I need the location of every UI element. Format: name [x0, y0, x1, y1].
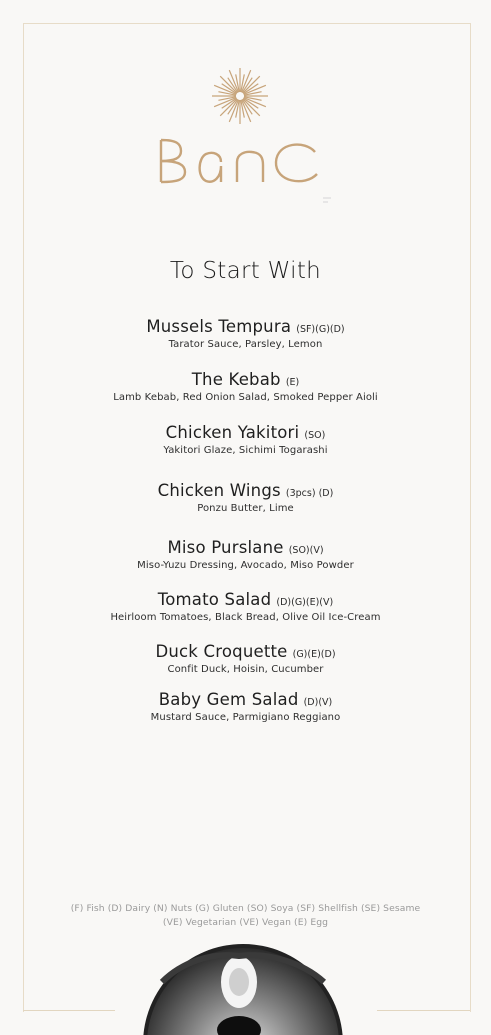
allergen-legend-line-1: (F) Fish (D) Dairy (N) Nuts (G) Gluten (SO) Soya (SF) Shellfish (SE) Sesame [70, 903, 421, 914]
menu-item-tags: (E) [285, 377, 300, 388]
section-title: To Start With [169, 258, 322, 284]
menu-item [0, 481, 491, 516]
menu-item-tags: (D)(G)(E)(V) [276, 597, 334, 608]
menu-item [0, 317, 491, 352]
menu-item-name: Tomato Salad [157, 590, 272, 609]
menu-item-description: Mustard Sauce, Parmigiano Reggiano [150, 712, 341, 723]
allergen-legend [40, 902, 451, 930]
small-mark-icon [320, 190, 334, 200]
menu-item-name: Chicken Yakitori [165, 423, 300, 442]
menu-item [0, 538, 491, 573]
menu-item [0, 590, 491, 625]
menu-item [0, 642, 491, 677]
menu-item-description: Ponzu Butter, Lime [197, 503, 294, 514]
allergen-legend-line-2: (VE) Vegetarian (VE) Vegan (E) Egg [162, 917, 329, 928]
menu-item-name: Baby Gem Salad [158, 690, 299, 709]
menu-item-description: Yakitori Glaze, Sichimi Togarashi [163, 445, 328, 456]
menu-item-description: Lamb Kebab, Red Onion Salad, Smoked Pepper Aioli [113, 392, 378, 403]
menu-item-tags: (3pcs) (D) [285, 488, 334, 499]
frame-bottom-right-line [377, 1010, 470, 1011]
menu-item-name: Chicken Wings [157, 481, 281, 500]
menu-item-tags: (G)(E)(D) [292, 649, 336, 660]
menu-item-name: Mussels Tempura [146, 317, 292, 336]
menu-item-tags: (D)(V) [303, 697, 333, 708]
menu-item-tags: (SF)(G)(D) [296, 324, 345, 335]
menu-item [0, 690, 491, 725]
menu-item-name: The Kebab [191, 370, 281, 389]
menu-item-description: Tarator Sauce, Parsley, Lemon [168, 339, 323, 350]
brand-logo [155, 60, 325, 200]
menu-item-description: Heirloom Tomatoes, Black Bread, Olive Oil Ice-Cream [110, 612, 381, 623]
frame-bottom-left-line [23, 1010, 115, 1011]
sculpture-photo [142, 942, 344, 1035]
brand-logo-wordmark [155, 132, 325, 192]
menu-item-name: Miso Purslane [167, 538, 284, 557]
menu-item [0, 423, 491, 458]
menu-item-tags: (SO) [304, 430, 326, 441]
menu-item-description: Miso-Yuzu Dressing, Avocado, Miso Powder [137, 560, 354, 571]
menu-item [0, 370, 491, 405]
menu-item-name: Duck Croquette [155, 642, 288, 661]
menu-item-description: Confit Duck, Hoisin, Cucumber [167, 664, 324, 675]
sunburst-icon [155, 60, 325, 140]
menu-item-tags: (SO)(V) [288, 545, 324, 556]
